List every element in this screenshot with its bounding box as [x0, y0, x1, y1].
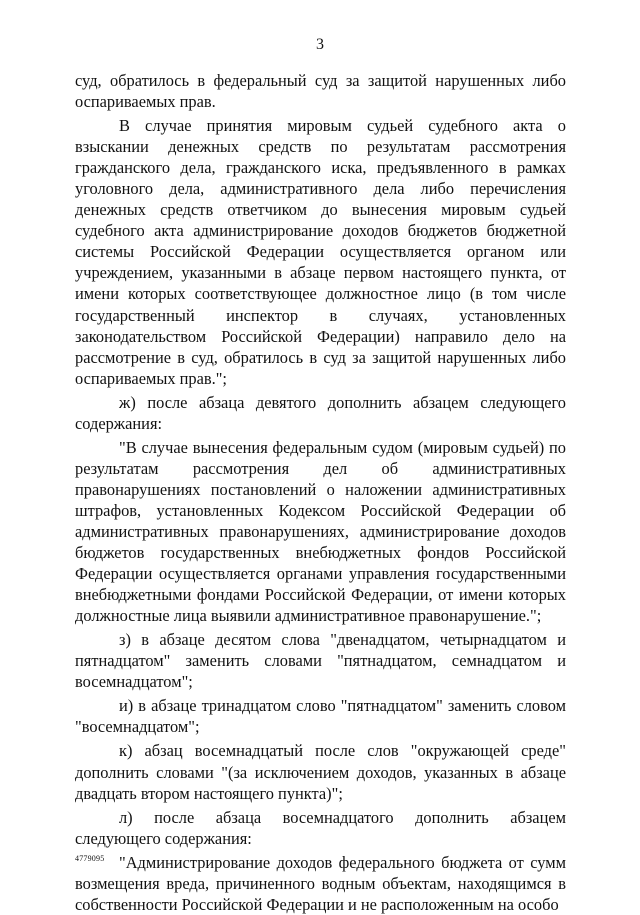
paragraph-item-l: л) после абзаца восемнадцатого дополнить абзацем следующего содержания:	[75, 807, 566, 848]
paragraph-continuation: суд, обратилось в федеральный суд за защитой нарушенных либо оспариваемых прав.	[75, 71, 566, 112]
page-number: 3	[316, 36, 324, 53]
paragraph-quoted-federal-court: "В случае вынесения федеральным судом (мировым судьей) по результатам рассмотрения дел об административных правонарушениях постановлений о наложении административных штрафов, установленных Кодексом Российской Федерации об административных правонарушениях, администрирование доходов бюджетов государственных внебюджетных фондов Российской Федерации осуществляется органами управления государственными внебюджетными фондами Российской Федерации, от имени которых должностные лица выявили административное правонарушение.";	[75, 437, 566, 626]
document-code: 4779095	[75, 854, 105, 863]
paragraph-mirovoy-sudya: В случае принятия мировым судьей судебного акта о взыскании денежных средств по результатам рассмотрения гражданского дела, гражданского иска, предъявленного в рамках уголовного дела, административного дела либо перечисления денежных средств ответчиком до вынесения мировым судьей судебного акта администрирование доходов бюджетов бюджетной системы Российской Федерации осуществляется органом или учреждением, указанными в абзаце первом настоящего пункта, от имени которых соответствующее должностное лицо (в том числе государственный инспектор в случаях, установленных законодательством Российской Федерации) направило дело на рассмотрение в суд, обратилось в суд за защитой нарушенных либо оспариваемых прав.";	[75, 116, 566, 388]
paragraph-item-z: з) в абзаце десятом слова "двенадцатом, четырнадцатом и пятнадцатом" заменить словами "пятнадцатом, семнадцатом и восемнадцатом";	[75, 630, 566, 692]
paragraph-item-zh: ж) после абзаца девятого дополнить абзацем следующего содержания:	[75, 392, 566, 433]
paragraph-quoted-water-objects: "Администрирование доходов федерального бюджета от сумм возмещения вреда, причиненного водным объектам, находящимся в собственности Российской Федерации и не расположенным на особо	[75, 852, 566, 914]
paragraph-item-i: и) в абзаце тринадцатом слово "пятнадцатом" заменить словом "восемнадцатом";	[75, 696, 566, 737]
document-body	[75, 70, 566, 915]
paragraph-item-k: к) абзац восемнадцатый после слов "окружающей среде" дополнить словами "(за исключением доходов, указанных в абзаце двадцать втором настоящего пункта)";	[75, 741, 566, 803]
